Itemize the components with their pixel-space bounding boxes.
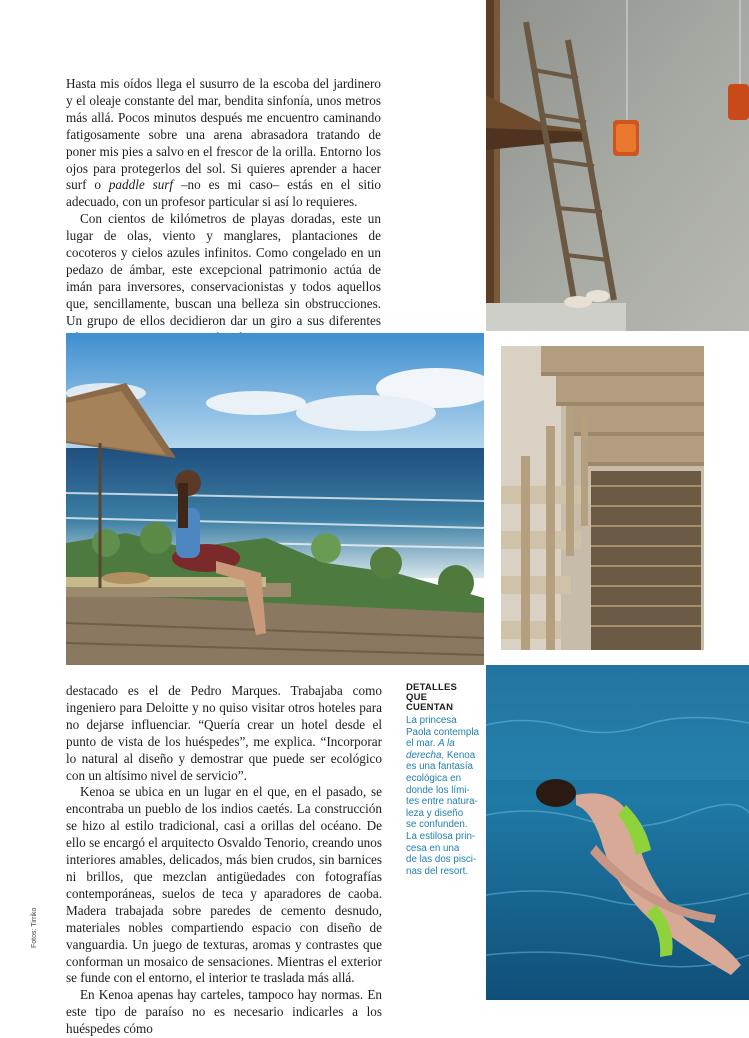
paragraph-2: Con cientos de kilómetros de playas doradas, este un lugar de olas, viento y manglares, plantaciones de cocoteros y cielos azules infinitos. Como congelado en un pedazo de ámbar, este excepcional patrimonio actúa de imán para inversores, conservacionistas y todos aquellos que, sencillamente, buscan una belleza sin obstrucciones. Un grupo de ellos decidieron dar un giro a sus diferentes bbox=[66, 211, 381, 328]
photo-credit: Fotos: Tirriko bbox=[31, 907, 38, 948]
photo-princess-sea bbox=[66, 333, 484, 665]
photo-wooden-stairs bbox=[501, 346, 704, 650]
article-text-bottom bbox=[66, 683, 382, 1038]
photo-lamps-ladder bbox=[486, 0, 749, 331]
paragraph-4: Kenoa se ubica en un lugar en el que, en el pasado, se encontraba un pueblo de los indios caetés. La construcción se hizo al estilo tradicional, casi a orillas del océano. De ello se encargó el arquitecto Osvaldo Tenorio, creando unos interiores amables, delicados, más bien crudos, sin barnices ni brillos, que mezclan antigüedades con fotografías contemporáneas, suelos de teca y aparadores de caoba. Madera trabajada sobre paredes de cemento desnudo, materiales nobles compartiendo espacio con diseño de vanguardia. Un juego de texturas, aromas y contrastes que conforman un mosaico de sensaciones. Mientras el exterior se funde con el entorno, el interior te traslada más allá. bbox=[66, 784, 382, 986]
photo-pool-princess bbox=[486, 665, 749, 1000]
photo-caption bbox=[406, 683, 480, 877]
paragraph-5: En Kenoa apenas hay carteles, tampoco hay normas. En este tipo de paraíso no es necesario indicarles a los huéspedes cómo bbox=[66, 987, 382, 1037]
paragraph-3: destacado es el de Pedro Marques. Trabajaba como ingeniero para Deloitte y no quiso visitar otros hoteles para no dejarse influenciar. “Quería crear un hotel desde el punto de vista de los huéspedes”, me explica. “Incorporar lo natural al diseño y demostrar que puede ser ecológico con un altísimo nivel de servicio”. bbox=[66, 683, 382, 783]
caption-title: DETALLES QUE CUENTAN bbox=[406, 682, 458, 713]
paragraph-1: Hasta mis oídos llega el susurro de la escoba del jardinero y el oleaje constante del mar, bendita sinfonía, unos metros más allá. Pocos minutos después me encuentro caminando fatigosamente sobre una arena abrasadora tratando de poner mis pies a salvo en el frescor de la orilla. Entorno los ojos para protegerlos del sol. Si quieres aprender a hacer surf o paddle surf –no es mi caso– estás en el sitio adecuado, con un profesor particular si así lo requieres. bbox=[66, 76, 382, 210]
caption-body: La princesa Paola contempla el mar. A la derecha, Kenoa es una fantasía ecológica en donde los lími- tes entre natura- leza y diseño se confunden. La estilosa prin- cesa en una de las dos pisci- nas del resort. bbox=[406, 715, 479, 877]
